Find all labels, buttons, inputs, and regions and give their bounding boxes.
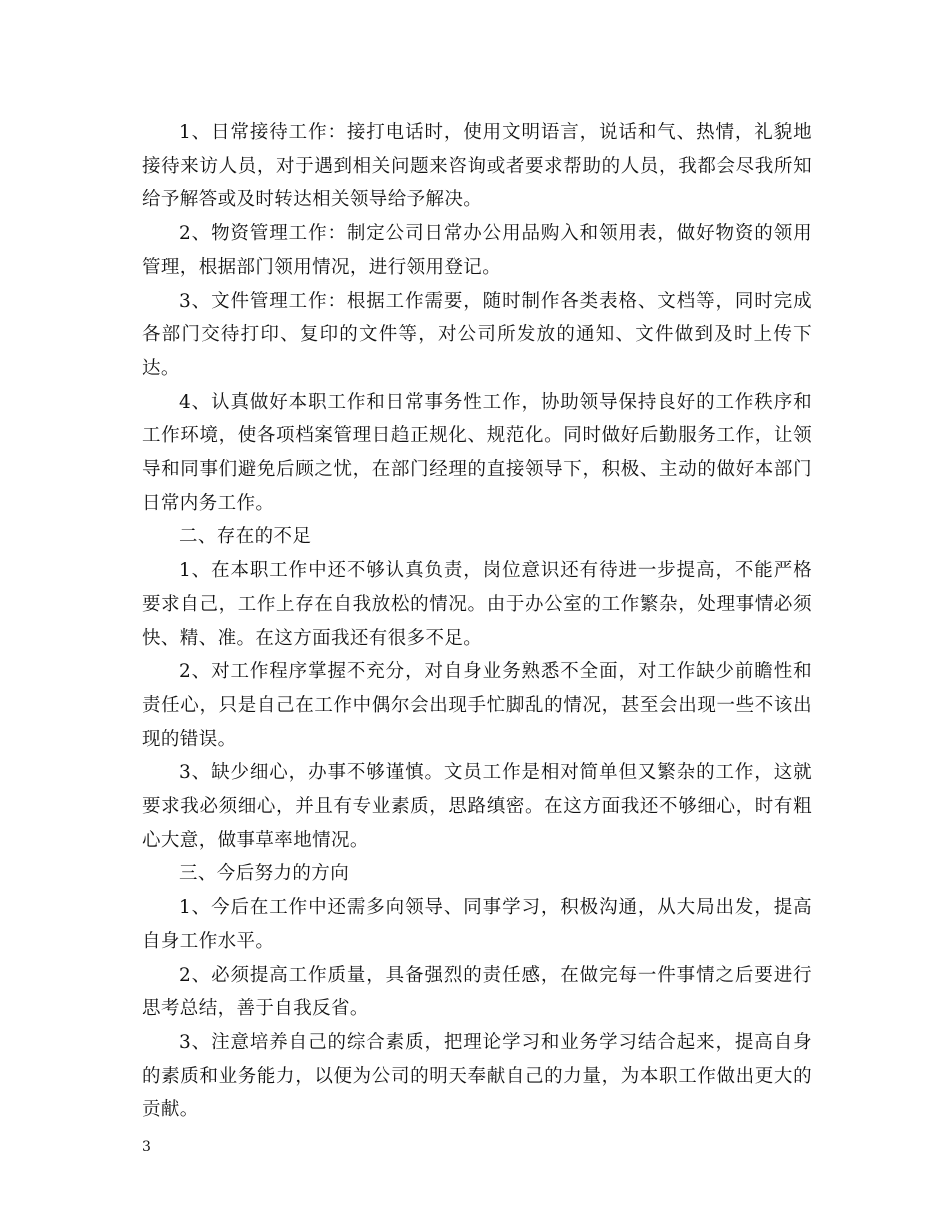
paragraph-file-management: 3、文件管理工作：根据工作需要，随时制作各类表格、文档等，同时完成各部门交待打印、复印的文件等，对公司所发放的通知、文件做到及时上传下达。 xyxy=(142,290,812,379)
document-body xyxy=(142,116,812,1127)
paragraph-daily-duties: 4、认真做好本职工作和日常事务性工作，协助领导保持良好的工作秩序和工作环境，使各项档案管理日趋正规化、规范化。同时做好后勤服务工作，让领导和同事们避免后顾之忧，在部门经理的直接领导下，积极、主动的做好本部门日常内务工作。 xyxy=(142,391,812,514)
paragraph-future-3: 3、注意培养自己的综合素质，把理论学习和业务学习结合起来，提高自身的素质和业务能力，以便为公司的明天奉献自己的力量，为本职工作做出更大的贡献。 xyxy=(142,1031,812,1121)
page-number: 3 xyxy=(142,1139,151,1155)
paragraph-future-2: 2、必须提高工作质量，具备强烈的责任感，在做完每一件事情之后要进行思考总结，善于自我反省。 xyxy=(142,964,812,1020)
section-heading-future-direction: 三、今后努力的方向 xyxy=(179,863,350,885)
paragraph-shortcoming-3: 3、缺少细心，办事不够谨慎。文员工作是相对简单但又繁杂的工作，这就要求我必须细心，并且有专业素质，思路缜密。在这方面我还不够细心，时有粗心大意，做事草率地情况。 xyxy=(142,762,812,851)
paragraph-daily-reception: 1、日常接待工作：接打电话时，使用文明语言，说话和气、热情，礼貌地接待来访人员，对于遇到相关问题来咨询或者要求帮助的人员，我都会尽我所知给予解答或及时转达相关领导给予解决。 xyxy=(142,122,812,211)
paragraph-material-management: 2、物资管理工作：制定公司日常办公用品购入和领用表，做好物资的领用管理，根据部门领用情况，进行领用登记。 xyxy=(142,223,812,278)
section-heading-shortcomings: 二、存在的不足 xyxy=(179,526,312,548)
paragraph-shortcoming-1: 1、在本职工作中还不够认真负责，岗位意识还有待进一步提高，不能严格要求自己，工作上存在自我放松的情况。由于办公室的工作繁杂，处理事情必须快、精、准。在这方面我还有很多不足。 xyxy=(142,560,812,649)
paragraph-future-1: 1、今后在工作中还需多向领导、同事学习，积极沟通，从大局出发，提高自身工作水平。 xyxy=(142,897,812,952)
paragraph-shortcoming-2: 2、对工作程序掌握不充分，对自身业务熟悉不全面，对工作缺少前瞻性和责任心，只是自己在工作中偶尔会出现手忙脚乱的情况，甚至会出现一些不该出现的错误。 xyxy=(142,661,812,750)
